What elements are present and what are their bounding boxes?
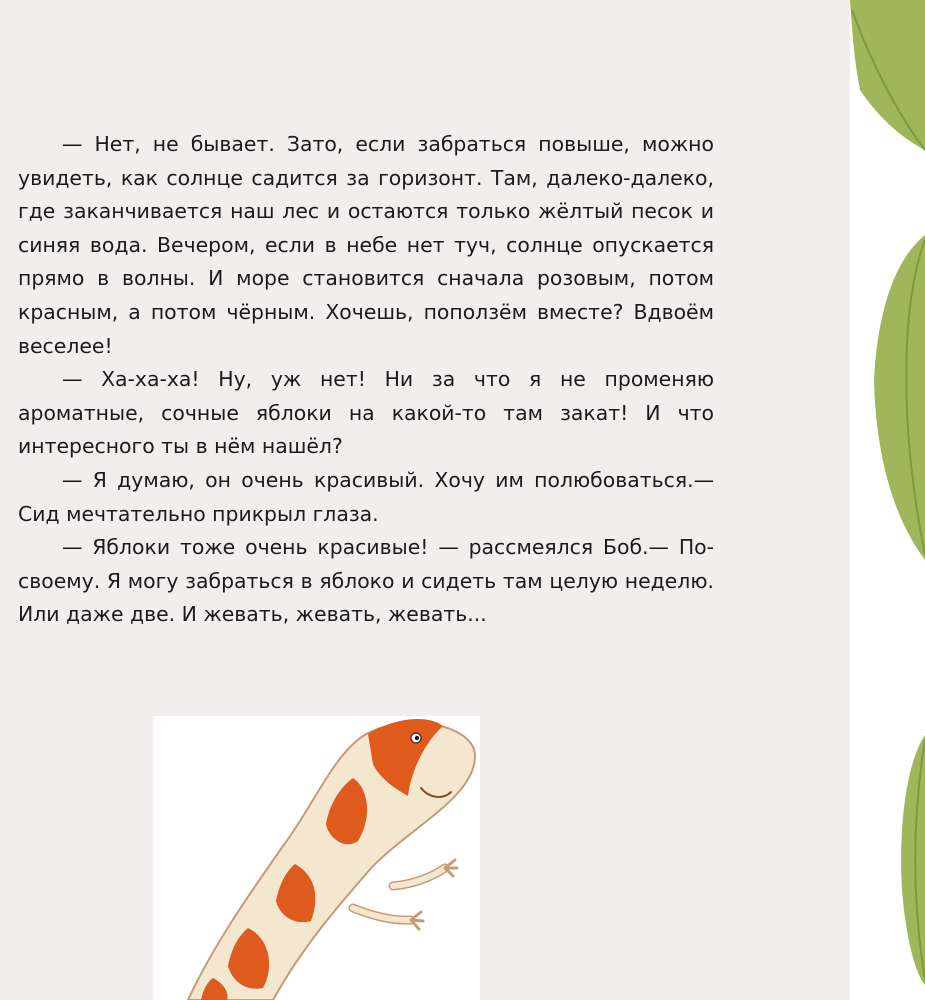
paragraph-3: — Я думаю, он очень красивый. Хочу им полюбоваться.— Сид мечтательно прикрыл глаза. — [18, 467, 714, 526]
paragraph-4: — Яблоки тоже очень красивые! — рассмеялся Боб.— По-своему. Я могу забраться в яблоко и сидеть там целую неделю. Или даже две. И жевать, жевать, жевать... — [18, 535, 714, 627]
leaf-icon — [850, 0, 925, 1000]
story-text — [18, 128, 714, 632]
caterpillar-illustration — [153, 716, 480, 1000]
paragraph-2: — Ха-ха-ха! Ну, уж нет! Ни за что я не променяю ароматные, сочные яблоки на какой-то там закат! И что интересного ты в нём нашёл? — [18, 367, 714, 459]
paragraph-1: — Нет, не бывает. Зато, если забраться повыше, можно увидеть, как солнце садится за горизонт. Там, далеко-далеко, где заканчивается наш лес и остаются только жёлтый песок и синяя вода. Вечером, если в небе нет туч, солнце опускается прямо в волны. И море становится сначала розовым, потом красным, а потом чёрным. Хочешь, поползём вместе? Вдвоём веселее! — [18, 132, 714, 358]
caterpillar-icon — [153, 716, 480, 1000]
leaf-decoration — [850, 0, 925, 1000]
